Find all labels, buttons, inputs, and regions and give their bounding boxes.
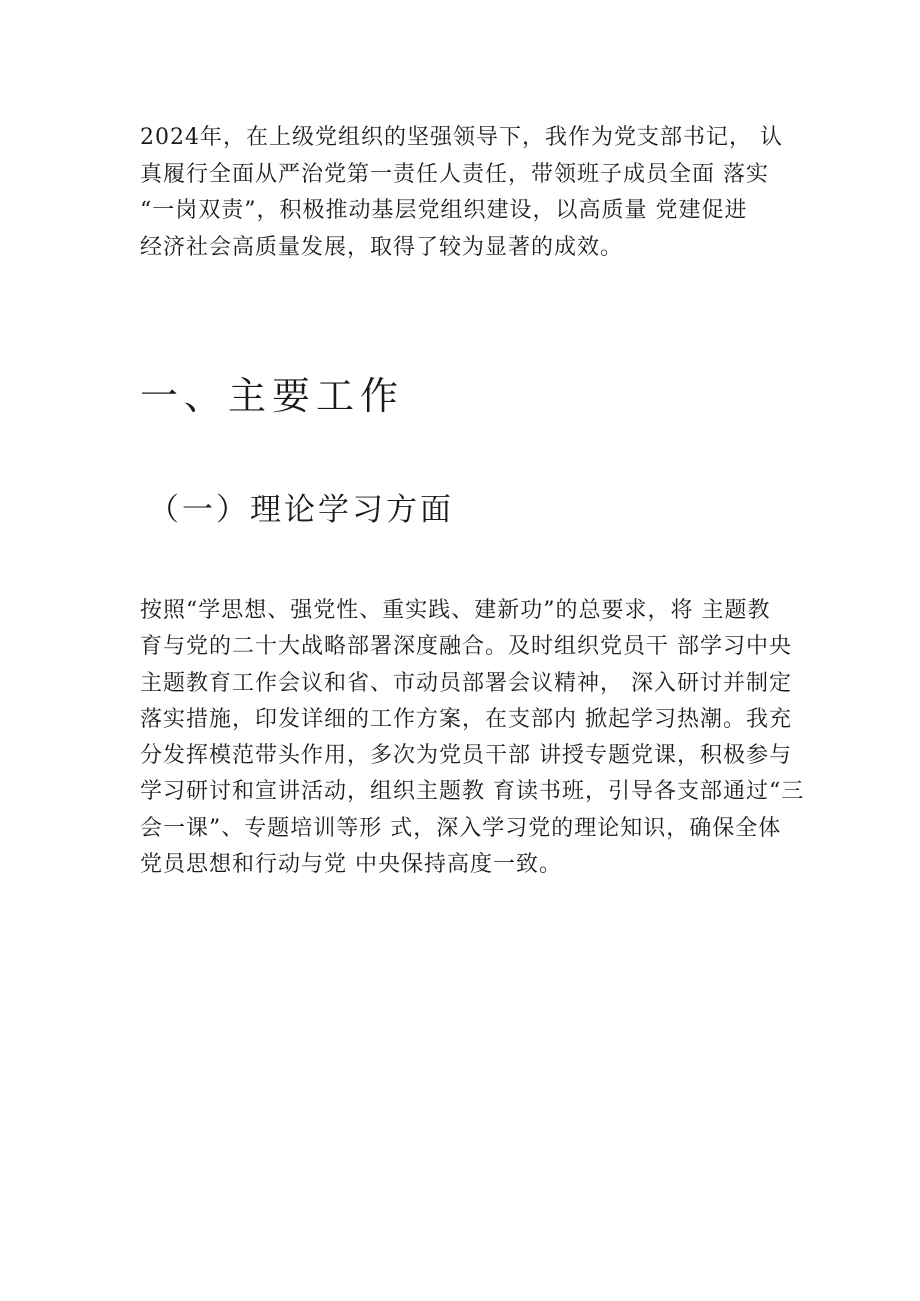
- section-heading: 一、主要工作: [140, 374, 405, 418]
- theory-line: 学习研讨和宣讲活动，组织主题教 育读书班，引导各支部通过“三: [140, 779, 805, 805]
- intro-line: 2024年，在上级党组织的坚强领导下，我作为党支部书记， 认: [140, 125, 783, 150]
- theory-line: 落实措施，印发详细的工作方案，在支部内 掀起学习热潮。我充: [140, 706, 792, 732]
- intro-paragraph: [140, 120, 800, 266]
- intro-line: 经济社会高质量发展，取得了较为显著的成效。: [140, 234, 624, 260]
- theory-line: 会一课”、专题培训等形 式，深入学习党的理论知识，确保全体: [140, 815, 782, 841]
- theory-study-paragraph: [140, 593, 805, 883]
- intro-line: 真履行全面从严治党第一责任人责任，带领班子成员全面 落实: [140, 161, 769, 187]
- theory-line: 主题教育工作会议和省、市动员部署会议精神， 深入研讨并制定: [140, 670, 792, 696]
- theory-line: 按照“学思想、强党性、重实践、建新功”的总要求，将 主题教: [140, 598, 771, 623]
- theory-line: 分发挥模范带头作用，多次为党员干部 讲授专题党课，积极参与: [140, 743, 792, 769]
- theory-line: 党员思想和行动与党 中央保持高度一致。: [140, 852, 562, 878]
- subsection-heading: （一）理论学习方面: [148, 492, 454, 528]
- theory-line: 育与党的二十大战略部署深度融合。及时组织党员干 部学习中央: [140, 634, 792, 660]
- intro-line: “一岗双责”，积极推动基层党组织建设，以高质量 党建促进: [140, 198, 748, 223]
